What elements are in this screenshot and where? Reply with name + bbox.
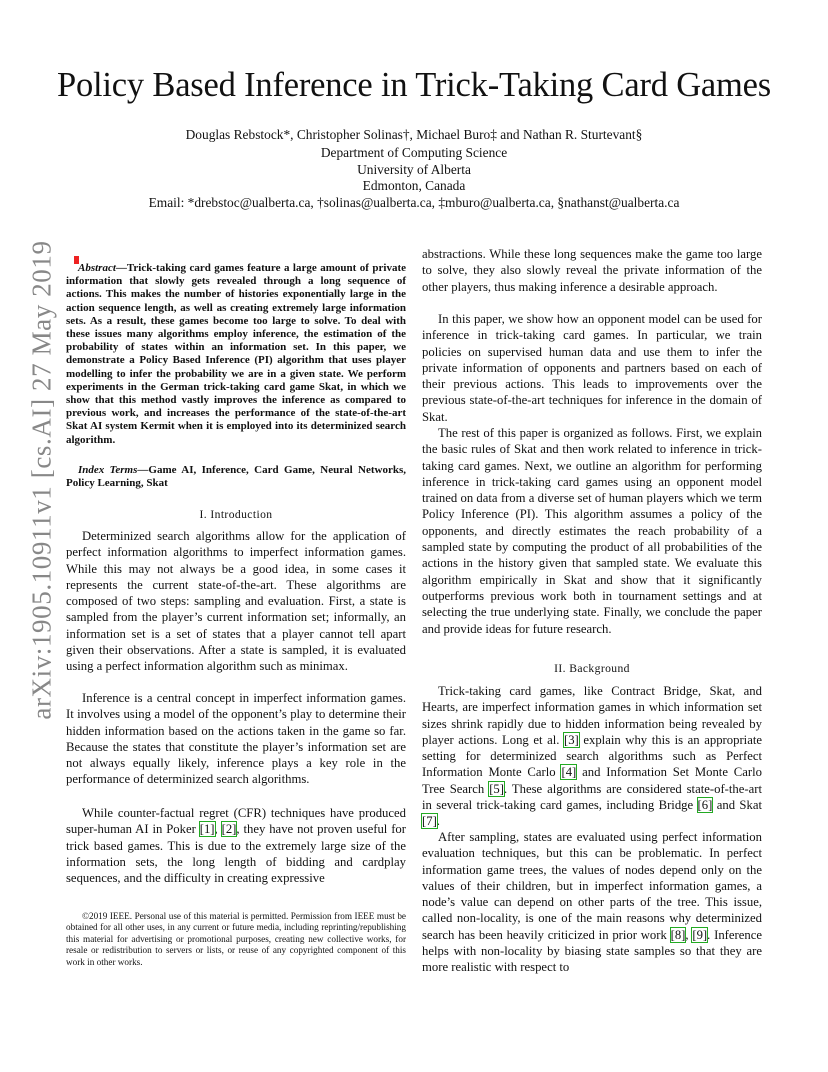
intro-paragraph-3 (66, 805, 406, 886)
citation-link[interactable]: [6] (697, 798, 713, 813)
index-terms-text: —Game AI, Inference, Card Game, Neural Networks, Policy Learning, Skat (66, 464, 406, 490)
affiliation-university: University of Alberta (357, 162, 471, 177)
index-terms (66, 464, 406, 490)
email-line: Email: *drebstoc@ualberta.ca, †solinas@ualberta.ca, ‡mburo@ualberta.ca, §nathanst@ualberta.ca (148, 195, 680, 210)
citation-link[interactable]: [5] (489, 781, 504, 796)
author-list: Douglas Rebstock*, Christopher Solinas†, Michael Buro‡ and Nathan R. Sturtevant§ (185, 127, 643, 142)
paragraph-continuation: abstractions. While these long sequences make the game too large to solve, they also slowly reveal the private information of the other players, thus making inference a desirable approach. (422, 247, 762, 294)
background-p1-text: and Skat (712, 798, 762, 813)
intro-p3-text: While counter-factual regret (CFR) techniques have produced super-human AI in Poker (66, 806, 406, 837)
citation-link[interactable]: [7] (422, 814, 437, 829)
background-p1-text: Trick-taking card games, like Contract Bridge, Skat, and Hearts, are imperfect information games in which information set sizes shrink rapidly due to hidden information being revealed by player actions. Long et al. (422, 684, 762, 747)
copyright-notice: ©2019 IEEE. Personal use of this material is permitted. Permission from IEEE must be obtained for all other uses, in any current or future media, including reprinting/republishing this material for advertising or promotional purposes, creating new collective works, for resale or redistribution to servers or lists, or reuse of any copyrighted component of this work in other works. (66, 911, 406, 967)
abstract-label: Abstract (78, 262, 116, 274)
citation-link[interactable]: [2] (221, 822, 237, 837)
citation-link[interactable]: [4] (561, 765, 577, 780)
intro-p3-text: , (214, 822, 222, 837)
citation-link[interactable]: [3] (563, 732, 579, 747)
paragraph-organization: The rest of this paper is organized as follows. First, we explain the basic rules of Skat and then work related to inference in trick-taking card games. Next, we outline an algorithm for performing inference in trick-taking card games using an opponent model trained on data from a diverse set of human players which we term Policy Inference (PI). This algorithm assumes a policy of the opponents, and directly estimates the reach probability of a sampled state by computing the product of all probabilities of the actions in the history given that sampled state. We evaluate this algorithm empirically in Skat and show that it significantly outperforms previous work both in tournament settings and at selecting the true underlying state. Finally, we conclude the paper and provide ideas for future research. (422, 426, 762, 636)
abstract-text: —Trick-taking card games feature a large amount of private information that slowly gets revealed through a long sequence of actions. This makes the number of histories exponentially large in the action sequence length, as well as creating extremely large information sets. As a result, these games become too large to solve. To deal with these issues many algorithms employ inference, the estimation of the probability of states within an information set. In this paper, we demonstrate a Policy Based Inference (PI) algorithm that uses player modelling to infer the probability we are in a given state. We perform experiments in the German trick-taking card game Skat, in which we show that this method vastly improves the inference as compared to previous work, and increases the performance of the state-of-the-art Skat AI system Kermit when it is employed into its determinized search algorithm. (66, 262, 406, 446)
arxiv-stamp: arXiv:1905.10911v1 [cs.AI] 27 May 2019 (26, 240, 57, 720)
background-p1-text: explain why this is an appropriate setting for determinized search algorithms such as Perfect Information Monte Carlo (422, 732, 762, 780)
background-p2-text: . Inference helps with non-locality by biasing state samples so that they are more realistic with respect to (422, 927, 762, 975)
background-paragraph-2 (422, 829, 762, 976)
abstract (66, 262, 406, 447)
affiliation-location: Edmonton, Canada (362, 178, 466, 193)
citation-link[interactable]: [9] (692, 927, 708, 942)
section-heading-introduction: I. Introduction (199, 508, 273, 521)
citation-link[interactable]: [1] (199, 822, 215, 837)
section-heading-background: II. Background (554, 662, 630, 675)
background-p1-text: and Information Set Monte Carlo Tree Search (422, 765, 762, 796)
intro-p3-text: , they have not proven useful for trick based games. This is due to the extremely large size of the information sets, the long length of bidding and cardplay sequences, and the difficulty in creating expressive (66, 822, 407, 886)
background-p1-text: . (436, 814, 440, 829)
affiliation-department: Department of Computing Science (320, 145, 508, 160)
index-terms-label: Index Terms (78, 464, 138, 476)
intro-paragraph-2: Inference is a central concept in imperfect information games. It involves using a model of the opponent’s play to determine their hidden information based on the actions taken in the game so far. Because the states that constitute the player’s information set are not always equally likely, inference plays a key role in the performance of determinized search algorithms. (66, 691, 406, 787)
background-p1-text: . These algorithms are considered state-of-the-art in several trick-taking card games, including Bridge (422, 781, 762, 813)
background-p2-text: , (685, 927, 693, 942)
background-p2-text: After sampling, states are evaluated using perfect information evaluation techniques, but this can be problematic. In perfect information game trees, the values of nodes depend only on the values of their children, but in imperfect information games, a node’s value can depend on other parts of the tree. This issue, called non-locality, is one of the main reasons why determinized search has been heavily criticized in prior work (422, 830, 762, 942)
background-paragraph-1 (422, 683, 762, 830)
intro-paragraph-1: Determinized search algorithms allow for the application of perfect information algorithms to imperfect information games. While this may not always be a good idea, in some cases it represents the current state-of-the-art. These algorithms are composed of two steps: sampling and evaluation. First, a state is sampled from the player’s current information set; informally, an information set is a set of states that a player cannot tell apart given their observations. After a state is sampled, it is evaluated using a perfect information algorithm such as minimax. (66, 529, 406, 674)
paragraph-contribution: In this paper, we show how an opponent model can be used for inference in trick-taking card games. In particular, we train policies on supervised human data and use them to infer the private information of opponents and partners based on each of their previous actions. This leads to improvements over the previous state-of-the-art techniques for inference in the domain of Skat. (422, 312, 762, 424)
paper-title: Policy Based Inference in Trick-Taking Card Games (56, 66, 772, 104)
citation-link[interactable]: [8] (670, 927, 686, 942)
